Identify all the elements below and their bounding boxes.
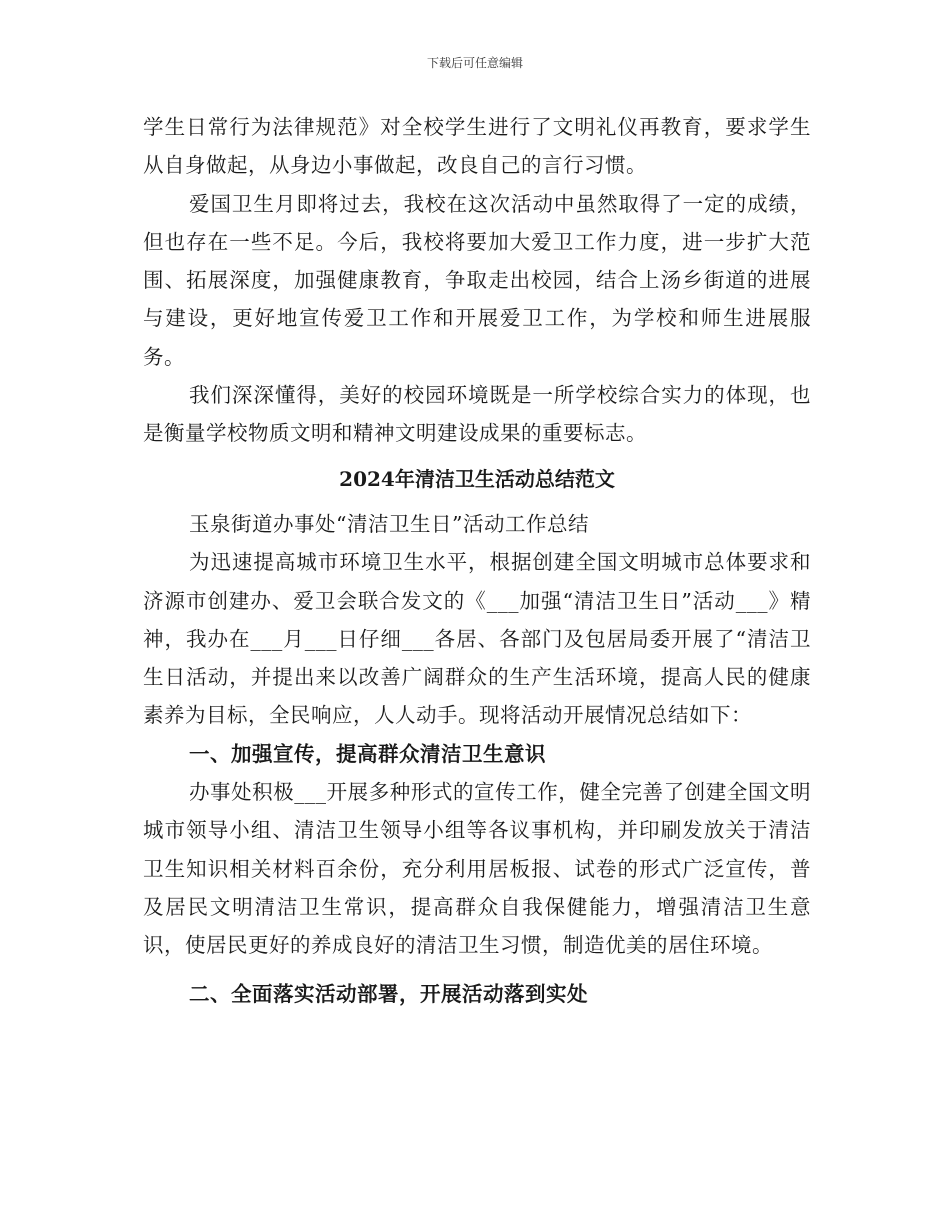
paragraph-intro: 为迅速提高城市环境卫生水平，根据创建全国文明城市总体要求和济源市创建办、爱卫会联合发文的《___加强“清洁卫生日”活动___》精神，我办在___月___日仔细___各居、各部门及包居局委开展了“清洁卫生日活动，并提出来以改善广阔群众的生产生活环境，提高人民的健康素养为目标，全民响应，人人动手。现将活动开展情况总结如下： bbox=[143, 550, 811, 728]
paragraph-section-1: 办事处积极___开展多种形式的宣传工作，健全完善了创建全国文明城市领导小组、清洁卫生领导小组等各议事机构，并印刷发放关于清洁卫生知识相关材料百余份，充分利用居板报、试卷的形式广泛宣传，普及居民文明清洁卫生常识，提高群众自我保健能力，增强清洁卫生意识，使居民更好的养成良好的清洁卫生习惯，制造优美的居住环境。 bbox=[143, 780, 811, 958]
document-title: 2024年清洁卫生活动总结范文 bbox=[339, 466, 615, 491]
paragraph-summary: 爱国卫生月即将过去，我校在这次活动中虽然取得了一定的成绩，但也存在一些不足。今后，我校将要加大爱卫工作力度，进一步扩大范围、拓展深度，加强健康教育，争取走出校园，结合上汤乡街道的进展与建设，更好地宣传爱卫工作和开展爱卫工作，为学校和师生进展服务。 bbox=[143, 191, 811, 369]
section-heading-1: 一、加强宣传，提高群众清洁卫生意识 bbox=[189, 741, 546, 766]
paragraph-continuation: 学生日常行为法律规范》对全校学生进行了文明礼仪再教育，要求学生从自身做起，从身边小事做起，改良自己的言行习惯。 bbox=[143, 115, 811, 178]
document-body bbox=[143, 108, 811, 1013]
paragraph-subtitle: 玉泉街道办事处“清洁卫生日”活动工作总结 bbox=[189, 511, 589, 536]
paragraph-conclusion: 我们深深懂得，美好的校园环境既是一所学校综合实力的体现，也是衡量学校物质文明和精神文明建设成果的重要标志。 bbox=[143, 383, 811, 446]
section-heading-2: 二、全面落实活动部署，开展活动落到实处 bbox=[189, 981, 588, 1006]
page-header: 下载后可任意编辑 bbox=[426, 56, 523, 70]
